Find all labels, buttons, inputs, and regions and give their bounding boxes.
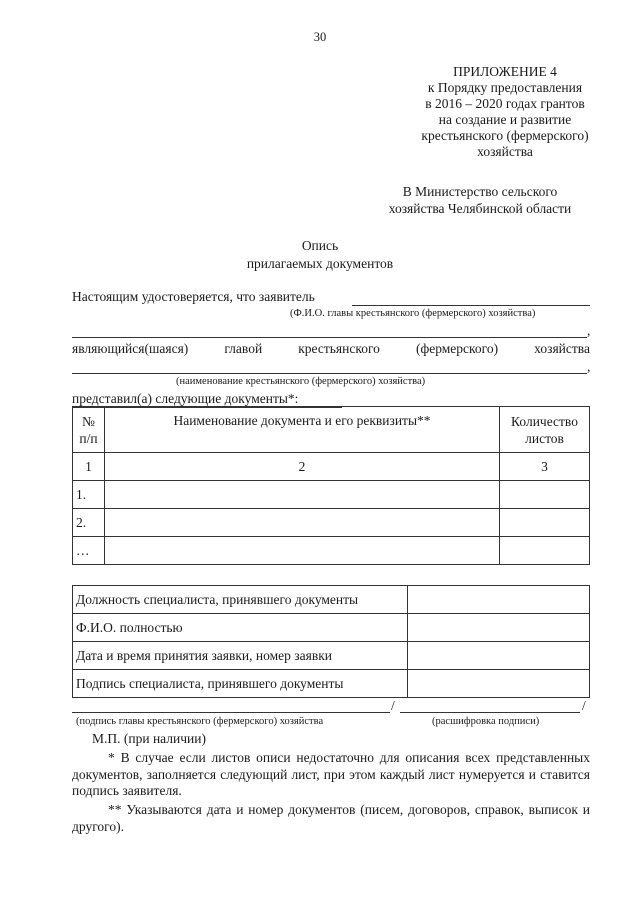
slash: / xyxy=(582,698,586,713)
column-number: 1 xyxy=(73,453,105,481)
appendix-line: в 2016 – 2020 годах грантов xyxy=(425,96,585,111)
documents-table xyxy=(72,406,590,565)
column-number-row xyxy=(73,453,590,481)
statement-line-3: представил(а) следующие документы*: xyxy=(72,391,299,406)
appendix-title: ПРИЛОЖЕНИЕ 4 xyxy=(453,64,557,79)
hint-farm-name: (наименование крестьянского (фермерского) хозяйства) xyxy=(176,376,426,387)
appendix-line: хозяйства xyxy=(477,144,533,159)
sheet-count-cell[interactable] xyxy=(500,509,590,537)
addressee xyxy=(360,183,600,217)
sheet-count-cell[interactable] xyxy=(500,481,590,509)
table-row xyxy=(73,614,590,642)
doc-title-line: Опись xyxy=(301,238,339,253)
table-row xyxy=(73,642,590,670)
statement-word: являющийся(шаяся) xyxy=(72,341,189,356)
row-number: 2. xyxy=(73,509,105,537)
row-number: … xyxy=(73,537,105,565)
full-name-label: Ф.И.О. полностью xyxy=(73,614,408,642)
row-number: 1. xyxy=(73,481,105,509)
appendix-line: крестьянского (фермерского) xyxy=(421,128,589,143)
hint-signature-decoding: (расшифровка подписи) xyxy=(432,716,540,727)
table-row xyxy=(73,509,590,537)
doc-title-line: прилагаемых документов xyxy=(246,256,394,271)
appendix-line: на создание и развитие xyxy=(438,112,572,127)
addressee-line: хозяйства Челябинской области xyxy=(388,201,572,216)
date-time-field[interactable] xyxy=(408,642,590,670)
appendix-block xyxy=(390,64,620,160)
statement-word: крестьянского xyxy=(298,341,380,356)
statement-word: (фермерского) xyxy=(415,341,499,356)
table-row xyxy=(73,670,590,698)
date-time-label: Дата и время принятия заявки, номер заявки xyxy=(73,642,408,670)
statement-line-2 xyxy=(72,341,590,357)
applicant-name-continuation-field[interactable] xyxy=(72,337,587,338)
signature-decoding-field[interactable] xyxy=(400,712,580,713)
footnote-1: * В случае если листов описи недостаточно для описания всех представленных документов, заполняется следующий лист, при этом каждый лист нумеруется и ставится подпись заявителя. xyxy=(72,750,590,798)
applicant-name-field[interactable] xyxy=(352,305,590,306)
stamp-note: М.П. (при наличии) xyxy=(92,731,206,746)
specialist-position-label: Должность специалиста, принявшего документы xyxy=(73,586,408,614)
table-header-row xyxy=(73,407,590,453)
appendix-line: к Порядку предоставления xyxy=(427,80,583,95)
farm-name-field[interactable] xyxy=(72,373,587,374)
table-row xyxy=(73,537,590,565)
table-row xyxy=(73,481,590,509)
specialist-table xyxy=(72,585,590,698)
statement-line-1: Настоящим удостоверяется, что заявитель xyxy=(72,289,315,304)
hint-applicant-name: (Ф.И.О. главы крестьянского (фермерского) хозяйства) xyxy=(290,308,536,319)
specialist-position-field[interactable] xyxy=(408,586,590,614)
table-row xyxy=(73,586,590,614)
page-number: 30 xyxy=(313,30,327,44)
column-number: 3 xyxy=(500,453,590,481)
comma: , xyxy=(587,359,591,374)
footnote-2: ** Указываются дата и номер документов (писем, договоров, справок, выписок и другого). xyxy=(72,802,590,834)
addressee-line: В Министерство сельского xyxy=(402,184,558,199)
header-sheet-count: Количество листов xyxy=(500,407,590,453)
document-name-cell[interactable] xyxy=(104,537,499,565)
document-name-cell[interactable] xyxy=(104,481,499,509)
statement-word: главой xyxy=(224,341,263,356)
full-name-field[interactable] xyxy=(408,614,590,642)
specialist-signature-label: Подпись специалиста, принявшего документы xyxy=(73,670,408,698)
header-number: № п/п xyxy=(73,407,105,453)
column-number: 2 xyxy=(104,453,499,481)
sheet-count-cell[interactable] xyxy=(500,537,590,565)
specialist-signature-field[interactable] xyxy=(408,670,590,698)
hint-applicant-signature: (подпись главы крестьянского (фермерского) хозяйства xyxy=(76,716,324,727)
applicant-signature-field[interactable] xyxy=(72,712,390,713)
document-name-cell[interactable] xyxy=(104,509,499,537)
statement-word: хозяйства xyxy=(534,341,590,356)
slash: / xyxy=(391,698,395,713)
doc-title xyxy=(0,237,640,273)
comma: , xyxy=(587,323,591,338)
header-document-name: Наименование документа и его реквизиты** xyxy=(104,407,499,453)
